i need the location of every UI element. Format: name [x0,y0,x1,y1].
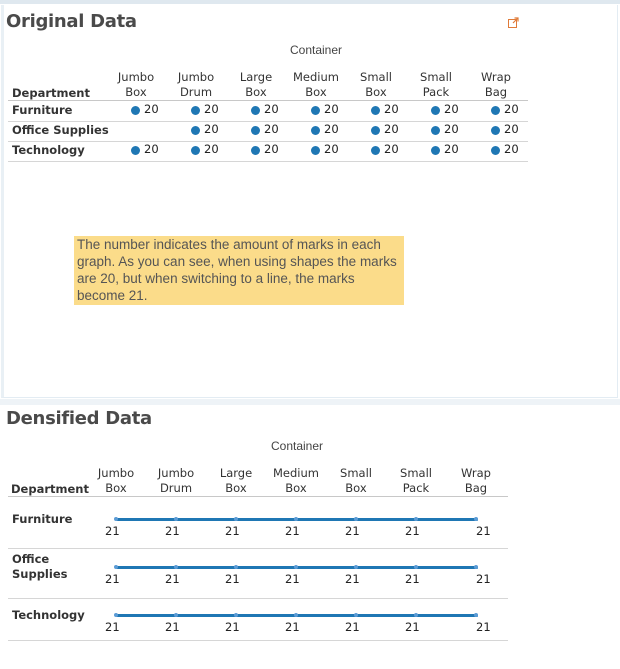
mark-count: 20 [444,142,459,156]
original-col-header [466,70,526,100]
original-row-label: Technology [12,143,85,157]
shape-mark [191,126,200,135]
mark-count: 20 [444,102,459,116]
col-header-line: Large [239,70,273,84]
mark-count: 20 [384,102,399,116]
row-divider [8,640,508,641]
mark-count: 20 [504,102,519,116]
line-point [354,613,358,617]
line-point [234,613,238,617]
col-header-line: Box [245,85,267,99]
mark-count: 21 [345,620,360,634]
col-header-line: Drum [179,85,213,99]
col-header-line: Box [225,481,247,495]
mark-count: 20 [264,122,279,136]
original-data-title: Original Data [6,11,137,32]
shape-mark [311,106,320,115]
original-container-label: Container [289,43,343,57]
row-label-line: Supplies [12,567,68,581]
col-header-line: Box [285,481,307,495]
col-header-line: Box [345,481,367,495]
original-col-header [346,70,406,100]
col-header-line: Small [400,466,432,480]
mark-count: 20 [384,122,399,136]
densified-col-header [386,466,446,496]
col-header-line: Jumbo [97,466,135,480]
row-divider [8,598,508,599]
densified-col-header [266,466,326,496]
shape-mark [251,146,260,155]
line-point [114,517,118,521]
mark-count: 21 [405,620,420,634]
shape-mark [311,146,320,155]
densified-col-header [446,466,506,496]
densified-container-label: Container [270,439,324,453]
mark-count: 21 [105,572,120,586]
mark-count: 21 [165,524,180,538]
row-label-line: Office [12,552,50,566]
line-point [234,565,238,569]
mark-count: 21 [165,620,180,634]
col-header-line: Large [219,466,253,480]
mark-count: 21 [476,524,491,538]
top-border [0,0,620,4]
densified-data-title: Densified Data [6,408,152,429]
line-point [114,613,118,617]
mark-count: 20 [144,142,159,156]
original-data-panel [1,5,618,398]
col-header-line: Medium [293,70,339,84]
col-header-line: Box [305,85,327,99]
densified-col-header [146,466,206,496]
col-header-line: Jumbo [117,70,155,84]
shape-mark [491,106,500,115]
line-point [114,565,118,569]
col-header-line: Bag [484,85,508,99]
line-point [294,613,298,617]
mark-count: 21 [285,572,300,586]
shape-mark [191,146,200,155]
mark-count: 21 [105,620,120,634]
original-col-header [106,70,166,100]
col-header-line: Jumbo [157,466,195,480]
mark-count: 20 [324,102,339,116]
header-divider [8,496,508,497]
original-col-header [166,70,226,100]
col-header-line: Pack [422,85,450,99]
original-row-label: Furniture [12,103,73,117]
shape-mark [251,106,260,115]
line-point [354,565,358,569]
col-header-line: Small [340,466,372,480]
col-header-line: Box [365,85,387,99]
line-point [474,565,478,569]
shape-mark [431,106,440,115]
shape-mark [371,126,380,135]
densified-row-label [12,512,72,527]
mark-count: 20 [144,102,159,116]
mark-count: 21 [225,620,240,634]
original-col-header [226,70,286,100]
mark-count: 21 [225,572,240,586]
mark-count: 21 [285,620,300,634]
original-department-header: Department [12,86,90,100]
mark-count: 20 [264,142,279,156]
densified-col-header [206,466,266,496]
col-header-line: Wrap [481,70,511,84]
line-point [174,613,178,617]
shape-mark [311,126,320,135]
panel-separator [0,399,620,405]
shape-mark [371,106,380,115]
mark-count: 21 [105,524,120,538]
col-header-line: Jumbo [177,70,215,84]
line-point [174,565,178,569]
line-point [294,517,298,521]
line-point [234,517,238,521]
mark-count: 21 [476,620,491,634]
col-header-line: Box [125,85,147,99]
mark-count: 21 [345,572,360,586]
row-label-line: Furniture [12,512,73,526]
col-header-line: Bag [464,481,488,495]
shape-mark [491,146,500,155]
line-point [294,565,298,569]
shape-mark [191,106,200,115]
line-point [414,565,418,569]
mark-count: 21 [476,572,491,586]
shape-mark [131,106,140,115]
mark-count: 21 [225,524,240,538]
mark-count: 20 [384,142,399,156]
mark-count: 21 [165,572,180,586]
original-col-header [286,70,346,100]
row-label-line: Technology [12,608,85,622]
shape-mark [131,146,140,155]
col-header-line: Box [105,481,127,495]
shape-mark [371,146,380,155]
header-divider [8,100,528,101]
mark-count: 20 [444,122,459,136]
expand-icon[interactable] [508,17,519,28]
densified-row-label [12,608,85,623]
densified-department-header: Department [11,482,89,496]
original-row-label: Office Supplies [12,123,109,137]
mark-count: 21 [405,572,420,586]
shape-mark [491,126,500,135]
line-point [474,517,478,521]
line-point [414,613,418,617]
col-header-line: Medium [273,466,319,480]
mark-count: 20 [504,122,519,136]
col-header-line: Small [360,70,392,84]
densified-row-label [12,552,67,582]
col-header-line: Pack [402,481,430,495]
densified-col-header [326,466,386,496]
mark-count: 20 [204,102,219,116]
line-point [414,517,418,521]
original-col-header [406,70,466,100]
row-divider [8,161,528,162]
row-divider [8,548,508,549]
mark-count: 20 [264,102,279,116]
mark-count: 20 [324,122,339,136]
shape-mark [431,146,440,155]
mark-count: 21 [345,524,360,538]
line-point [174,517,178,521]
mark-count: 20 [204,142,219,156]
mark-count: 20 [324,142,339,156]
line-point [354,517,358,521]
col-header-line: Drum [159,481,193,495]
col-header-line: Wrap [461,466,491,480]
mark-count: 21 [285,524,300,538]
densified-col-header [86,466,146,496]
line-point [474,613,478,617]
col-header-line: Small [420,70,452,84]
mark-count: 21 [405,524,420,538]
note-callout: The number indicates the amount of marks in each graph. As you can see, when using shapes the marks are 20, but when switching to a line, the marks become 21. [74,236,404,305]
shape-mark [431,126,440,135]
shape-mark [251,126,260,135]
mark-count: 20 [204,122,219,136]
mark-count: 20 [504,142,519,156]
